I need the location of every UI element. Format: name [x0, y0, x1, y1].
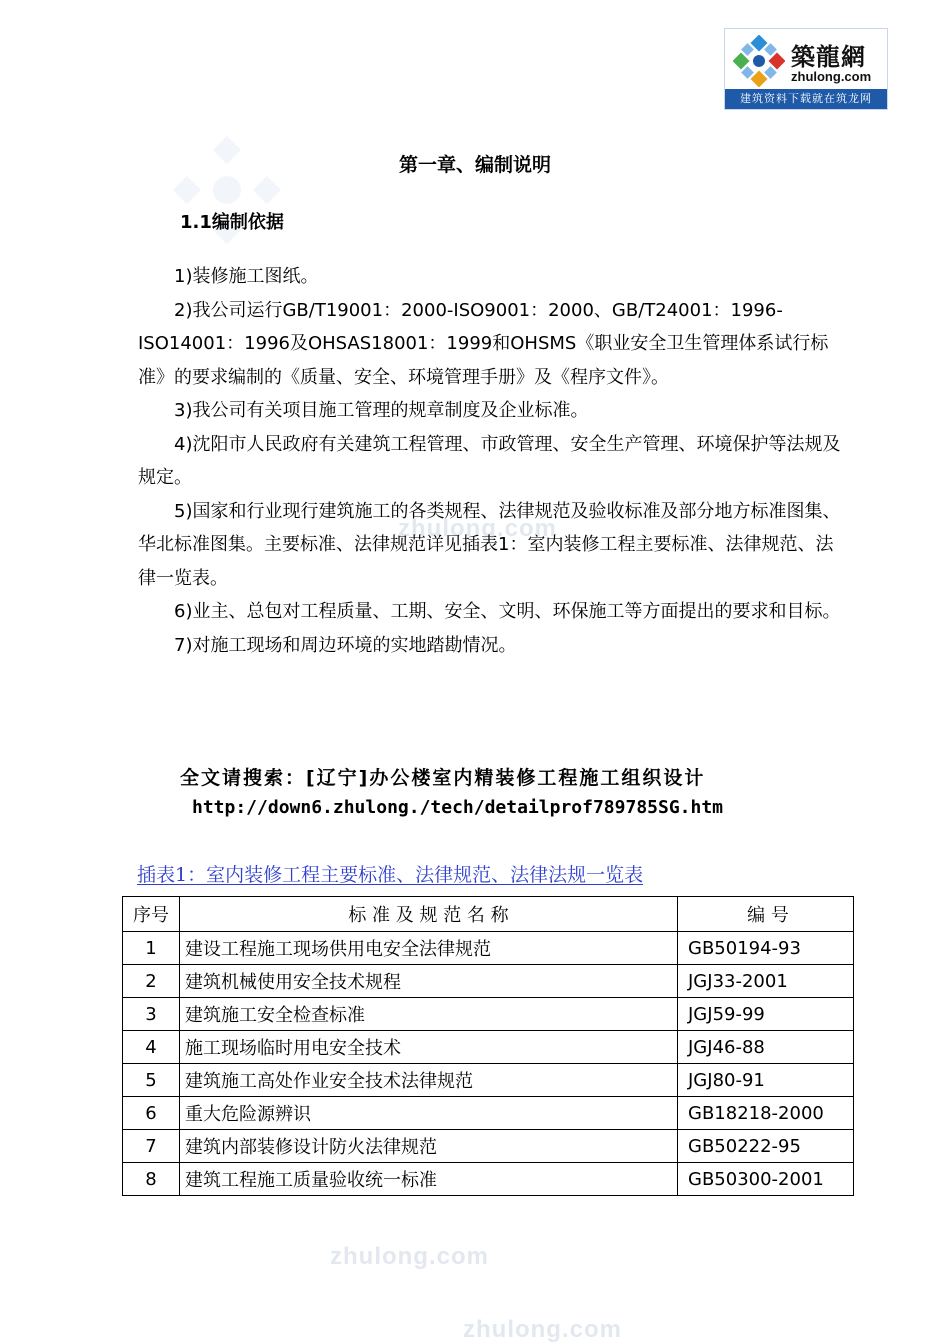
standard-name: 建筑施工高处作业安全技术法律规范 [180, 1064, 678, 1097]
paragraph: 3)我公司有关项目施工管理的规章制度及企业标准。 [174, 400, 589, 421]
standard-name: 建筑内部装修设计防火法律规范 [180, 1130, 678, 1163]
standard-code: GB50222-95 [678, 1130, 854, 1163]
row-number: 8 [123, 1163, 180, 1196]
row-number: 6 [123, 1097, 180, 1130]
paragraph: 7)对施工现场和周边环境的实地踏勘情况。 [174, 634, 517, 656]
standard-name: 建设工程施工现场供用电安全法律规范 [180, 932, 678, 965]
row-number: 7 [123, 1130, 180, 1163]
row-number: 5 [123, 1064, 180, 1097]
logo-site: zhulong.com [791, 69, 872, 84]
table-row [123, 1163, 854, 1196]
logo-slogan: 建筑资料下载就在筑龙网 [725, 89, 887, 109]
standard-name: 施工现场临时用电安全技术 [180, 1031, 678, 1064]
table-header-row [123, 897, 854, 932]
table-row [123, 1097, 854, 1130]
standard-code: GB18218-2000 [678, 1097, 854, 1130]
standard-code: JGJ33-2001 [678, 965, 854, 998]
standard-code: JGJ46-88 [678, 1031, 854, 1064]
table-row [123, 1064, 854, 1097]
column-header-number: 序号 [123, 897, 180, 932]
column-header-name: 标 准 及 规 范 名 称 [180, 897, 678, 932]
table-caption-link[interactable]: 插表1：室内装修工程主要标准、法律规范、法律法规一览表 [137, 864, 644, 886]
paragraph: 5)国家和行业现行建筑施工的各类规程、法律规范及验收标准及部分地方标准图集、华北标准图集。主要标准、法律规范详见插表1：室内装修工程主要标准、法律规范、法律一览表。 [138, 500, 841, 589]
snowflake-logo-icon [733, 35, 785, 87]
watermark-text: zhulong.com [463, 1316, 622, 1343]
standard-code: JGJ59-99 [678, 998, 854, 1031]
download-url: http://down6.zhulong./tech/detailprof789785SG.htm [192, 797, 724, 818]
watermark-text: zhulong.com [330, 1243, 489, 1270]
section-title: 1.1编制依据 [180, 212, 284, 233]
row-number: 1 [123, 932, 180, 965]
zhulong-logo[interactable] [724, 28, 888, 110]
column-header-code: 编 号 [678, 897, 854, 932]
row-number: 3 [123, 998, 180, 1031]
watermark-text: zhulong.com [398, 515, 557, 542]
standard-code: JGJ80-91 [678, 1064, 854, 1097]
standard-name: 建筑机械使用安全技术规程 [180, 965, 678, 998]
table-row [123, 998, 854, 1031]
chapter-title: 第一章、编制说明 [398, 154, 551, 176]
standard-name: 重大危险源辨识 [180, 1097, 678, 1130]
table-row [123, 1130, 854, 1163]
table-row [123, 1031, 854, 1064]
paragraph: 6)业主、总包对工程质量、工期、安全、文明、环保施工等方面提出的要求和目标。 [174, 601, 841, 622]
paragraph: 4)沈阳市人民政府有关建筑工程管理、市政管理、安全生产管理、环境保护等法规及规定。 [138, 433, 841, 488]
standard-code: GB50300-2001 [678, 1163, 854, 1196]
standard-name: 建筑施工安全检查标准 [180, 998, 678, 1031]
table-row [123, 932, 854, 965]
paragraph: 2)我公司运行GB/T19001：2000-ISO9001：2000、GB/T24001：1996-ISO14001：1996及OHSAS18001：1999和OHSMS《职业安全卫生管理体系试行标准》的要求编制的《质量、安全、环境管理手册》及《程序文件》。 [138, 299, 829, 388]
search-prompt: 全文请搜索：[辽宁]办公楼室内精装修工程施工组织设计 [180, 767, 706, 789]
standard-code: GB50194-93 [678, 932, 854, 965]
logo-name-cn: 築龍網 [791, 42, 866, 71]
row-number: 2 [123, 965, 180, 998]
paragraph: 1)装修施工图纸。 [174, 266, 319, 287]
body-text [138, 260, 850, 662]
standards-table [122, 896, 854, 1196]
standard-name: 建筑工程施工质量验收统一标准 [180, 1163, 678, 1196]
table-row [123, 965, 854, 998]
row-number: 4 [123, 1031, 180, 1064]
